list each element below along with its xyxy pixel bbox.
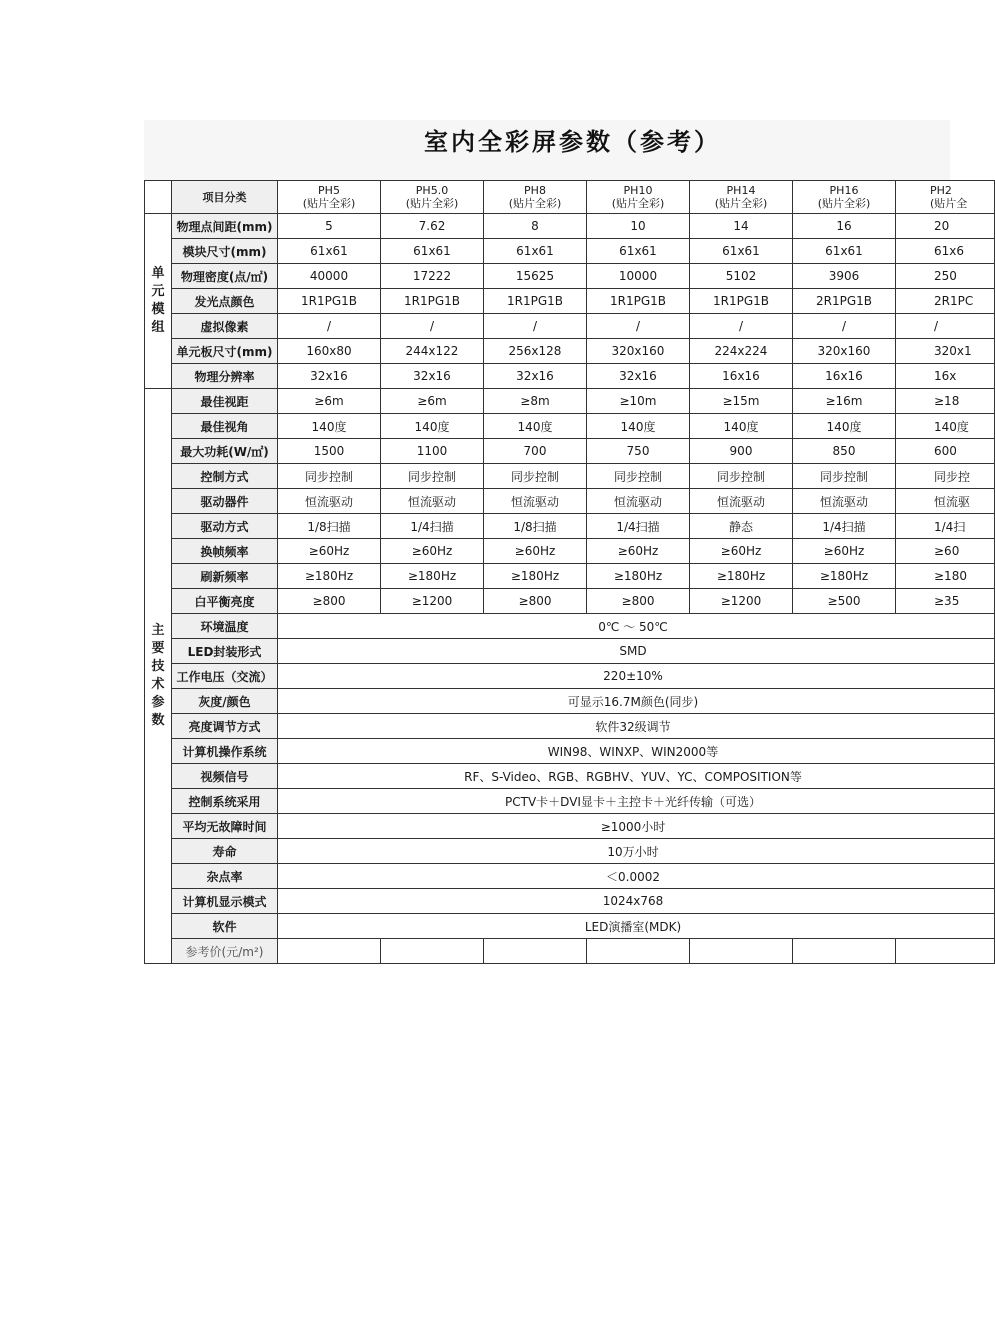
group-label-unit: 单 元 模 组 [145,214,172,389]
model-header [690,181,793,214]
merged-value-cell [278,789,995,814]
value-cell: ≥6m [381,389,484,414]
value-cell: 1500 [278,439,381,464]
merged-value-text: 软件32级调节 [595,719,671,734]
price-cell [690,939,793,964]
value-cell: 14 [690,214,793,239]
value-cell: 同步控制 [381,464,484,489]
row-label: 刷新频率 [172,564,278,589]
value-cell: ≥1200 [690,589,793,614]
value-cell: 1R1PG1B [690,289,793,314]
value-cell: 16x [896,364,995,389]
model-name: PH2 [930,184,952,197]
merged-value-text: ≥1000小时 [600,819,666,834]
value-cell: ≥60Hz [381,539,484,564]
value-cell: 1100 [381,439,484,464]
value-cell: 同步控制 [484,464,587,489]
row-label: 软件 [172,914,278,939]
row-label: 最大功耗(W/㎡) [172,439,278,464]
value-cell: / [896,314,995,339]
value-cell: 32x16 [381,364,484,389]
merged-row [145,714,995,739]
value-cell: 61x61 [587,239,690,264]
tech-row [145,589,995,614]
corner-cell [145,181,172,214]
value-cell: 1R1PG1B [484,289,587,314]
merged-value-text: PCTV卡＋DVI显卡＋主控卡＋光纤传输（可选） [505,794,761,809]
value-cell: 20 [896,214,995,239]
value-cell: ≥180 [896,564,995,589]
model-name: PH8 [524,184,546,197]
merged-value-text: WIN98、WINXP、WIN2000等 [547,744,719,759]
model-note: (贴片全 [930,197,968,210]
value-cell: 同步控制 [278,464,381,489]
value-cell: 同步控制 [587,464,690,489]
merged-value-cell [278,839,995,864]
value-cell: ≥60Hz [587,539,690,564]
merged-value-text: LED演播室(MDK) [584,919,682,934]
value-cell: 32x16 [278,364,381,389]
row-label: 驱动器件 [172,489,278,514]
value-cell: ≥10m [587,389,690,414]
value-cell: / [690,314,793,339]
model-note: (贴片全彩) [508,197,562,210]
value-cell: ≥60Hz [484,539,587,564]
header-row [145,181,995,214]
value-cell: ≥8m [484,389,587,414]
row-label: 平均无故障时间 [172,814,278,839]
model-name: PH10 [623,184,653,197]
merged-row [145,614,995,639]
price-cell [278,939,381,964]
tech-row [145,464,995,489]
value-cell: ≥180Hz [690,564,793,589]
value-cell: ≥60Hz [278,539,381,564]
merged-row [145,814,995,839]
row-label: 单元板尺寸(mm) [172,339,278,364]
spec-sheet [144,120,974,964]
value-cell: 750 [587,439,690,464]
unit-row [145,214,995,239]
value-cell: 2R1PC [896,289,995,314]
value-cell: ≥18 [896,389,995,414]
value-cell: ≥180Hz [793,564,896,589]
value-cell: 静态 [690,514,793,539]
price-cell [793,939,896,964]
tech-row [145,514,995,539]
row-label: 物理点间距(mm) [172,214,278,239]
value-cell: 7.62 [381,214,484,239]
model-name: PH5 [318,184,340,197]
value-cell: 恒流驱动 [278,489,381,514]
title-bar [144,120,950,180]
row-label: 寿命 [172,839,278,864]
merged-value-cell [278,764,995,789]
model-header [793,181,896,214]
merged-value-text: SMD [619,644,647,658]
merged-value-text: 可显示16.7M颜色(同步) [567,694,699,709]
value-cell: 10 [587,214,690,239]
merged-value-text: RF、S-Video、RGB、RGBHV、YUV、YC、COMPOSITION等 [464,769,802,784]
value-cell: 16x16 [690,364,793,389]
value-cell: ≥800 [587,589,690,614]
value-cell: 恒流驱动 [587,489,690,514]
value-cell: 320x160 [587,339,690,364]
value-cell: 850 [793,439,896,464]
value-cell: ≥6m [278,389,381,414]
value-cell: 1R1PG1B [587,289,690,314]
value-cell: 同步控制 [793,464,896,489]
value-cell: 1R1PG1B [381,289,484,314]
model-note: (贴片全彩) [611,197,665,210]
row-label: 物理分辨率 [172,364,278,389]
value-cell: ≥35 [896,589,995,614]
spec-table [144,180,995,964]
value-cell: 8 [484,214,587,239]
page-title: 室内全彩屏参数（参考） [424,128,721,156]
value-cell: 1/4扫 [896,514,995,539]
row-label: 计算机显示模式 [172,889,278,914]
value-cell: 140度 [793,414,896,439]
spec-table-body [145,181,995,964]
value-cell: 140度 [896,414,995,439]
model-name: PH5.0 [415,184,449,197]
value-cell: ≥60 [896,539,995,564]
unit-row [145,289,995,314]
row-label: 控制方式 [172,464,278,489]
merged-value-cell [278,664,995,689]
value-cell: ≥60Hz [690,539,793,564]
model-header [381,181,484,214]
value-cell: 32x16 [587,364,690,389]
row-label: 驱动方式 [172,514,278,539]
value-cell: ≥60Hz [793,539,896,564]
row-label: 换帧频率 [172,539,278,564]
value-cell: 61x61 [381,239,484,264]
merged-value-text: 1024x768 [602,894,664,908]
value-cell: 61x6 [896,239,995,264]
model-name: PH14 [726,184,756,197]
merged-row [145,889,995,914]
value-cell: ≥180Hz [381,564,484,589]
value-cell: 17222 [381,264,484,289]
value-cell: 600 [896,439,995,464]
price-cell [484,939,587,964]
unit-row [145,239,995,264]
merged-row [145,664,995,689]
value-cell: 恒流驱动 [484,489,587,514]
model-note: (贴片全彩) [405,197,459,210]
model-note: (贴片全彩) [714,197,768,210]
merged-row [145,639,995,664]
value-cell: / [381,314,484,339]
row-label: 工作电压（交流） [172,664,278,689]
value-cell: / [587,314,690,339]
group-label-tech: 主 要 技 术 参 数 [145,389,172,964]
value-cell: ≥800 [278,589,381,614]
merged-value-cell [278,814,995,839]
value-cell: 1/4扫描 [587,514,690,539]
value-cell: 256x128 [484,339,587,364]
value-cell: 140度 [484,414,587,439]
value-cell: 1/8扫描 [278,514,381,539]
value-cell: 10000 [587,264,690,289]
tech-row [145,414,995,439]
value-cell: 3906 [793,264,896,289]
row-label: 杂点率 [172,864,278,889]
unit-row [145,264,995,289]
tech-row [145,389,995,414]
row-label: 白平衡亮度 [172,589,278,614]
value-cell: 同步控 [896,464,995,489]
value-cell: ≥16m [793,389,896,414]
value-cell: 恒流驱动 [793,489,896,514]
value-cell: ≥500 [793,589,896,614]
value-cell: 1/8扫描 [484,514,587,539]
value-cell: 244x122 [381,339,484,364]
value-cell: ≥180Hz [587,564,690,589]
value-cell: 140度 [690,414,793,439]
value-cell: 140度 [381,414,484,439]
unit-row [145,364,995,389]
value-cell: 320x1 [896,339,995,364]
merged-value-cell [278,614,995,639]
row-label: 虚拟像素 [172,314,278,339]
value-cell: 同步控制 [690,464,793,489]
unit-row [145,314,995,339]
merged-value-text: 220±10% [603,669,663,683]
value-cell: ≥1200 [381,589,484,614]
value-cell: 2R1PG1B [793,289,896,314]
row-label: 计算机操作系统 [172,739,278,764]
value-cell: 160x80 [278,339,381,364]
value-cell: ≥15m [690,389,793,414]
row-label: 亮度调节方式 [172,714,278,739]
value-cell: 恒流驱动 [381,489,484,514]
model-note: (贴片全彩) [817,197,871,210]
value-cell: 15625 [484,264,587,289]
value-cell: 恒流驱动 [690,489,793,514]
merged-value-cell [278,864,995,889]
row-label: 参考价(元/m²) [172,939,278,964]
value-cell: 140度 [278,414,381,439]
merged-row [145,914,995,939]
model-header [278,181,381,214]
row-label: 环境温度 [172,614,278,639]
row-label: 模块尺寸(mm) [172,239,278,264]
row-label: LED封装形式 [172,639,278,664]
value-cell: 32x16 [484,364,587,389]
value-cell: 140度 [587,414,690,439]
value-cell: 5102 [690,264,793,289]
value-cell: 61x61 [793,239,896,264]
merged-row [145,864,995,889]
merged-value-cell [278,914,995,939]
tech-row [145,439,995,464]
value-cell: ≥800 [484,589,587,614]
price-row [145,939,995,964]
price-cell [896,939,995,964]
model-header [896,181,995,214]
merged-value-cell [278,739,995,764]
value-cell: 900 [690,439,793,464]
price-cell [381,939,484,964]
value-cell: 224x224 [690,339,793,364]
value-cell: ≥180Hz [484,564,587,589]
value-cell: / [793,314,896,339]
row-label: 最佳视距 [172,389,278,414]
merged-row [145,789,995,814]
unit-row [145,339,995,364]
model-header [587,181,690,214]
row-label: 发光点颜色 [172,289,278,314]
merged-value-cell [278,639,995,664]
value-cell: / [484,314,587,339]
value-cell: 700 [484,439,587,464]
value-cell: ≥180Hz [278,564,381,589]
value-cell: 16x16 [793,364,896,389]
value-cell: / [278,314,381,339]
value-cell: 250 [896,264,995,289]
merged-row [145,689,995,714]
row-label: 灰度/颜色 [172,689,278,714]
merged-row [145,739,995,764]
row-label: 物理密度(点/㎡) [172,264,278,289]
merged-value-text: 0℃ ～ 50℃ [598,619,668,634]
model-header [484,181,587,214]
tech-row [145,489,995,514]
merged-row [145,839,995,864]
item-category-header: 项目分类 [172,181,278,214]
row-label: 视频信号 [172,764,278,789]
value-cell: 40000 [278,264,381,289]
row-label: 控制系统采用 [172,789,278,814]
tech-row [145,564,995,589]
value-cell: 61x61 [484,239,587,264]
value-cell: 5 [278,214,381,239]
model-name: PH16 [829,184,859,197]
value-cell: 61x61 [278,239,381,264]
value-cell: 恒流驱 [896,489,995,514]
value-cell: 16 [793,214,896,239]
value-cell: 320x160 [793,339,896,364]
value-cell: 61x61 [690,239,793,264]
row-label: 最佳视角 [172,414,278,439]
merged-value-text: 10万小时 [607,844,659,859]
tech-row [145,539,995,564]
value-cell: 1/4扫描 [793,514,896,539]
model-note: (贴片全彩) [302,197,356,210]
price-cell [587,939,690,964]
merged-value-cell [278,689,995,714]
merged-value-cell [278,714,995,739]
merged-row [145,764,995,789]
value-cell: 1R1PG1B [278,289,381,314]
merged-value-cell [278,889,995,914]
merged-value-text: ＜0.0002 [606,869,660,884]
value-cell: 1/4扫描 [381,514,484,539]
